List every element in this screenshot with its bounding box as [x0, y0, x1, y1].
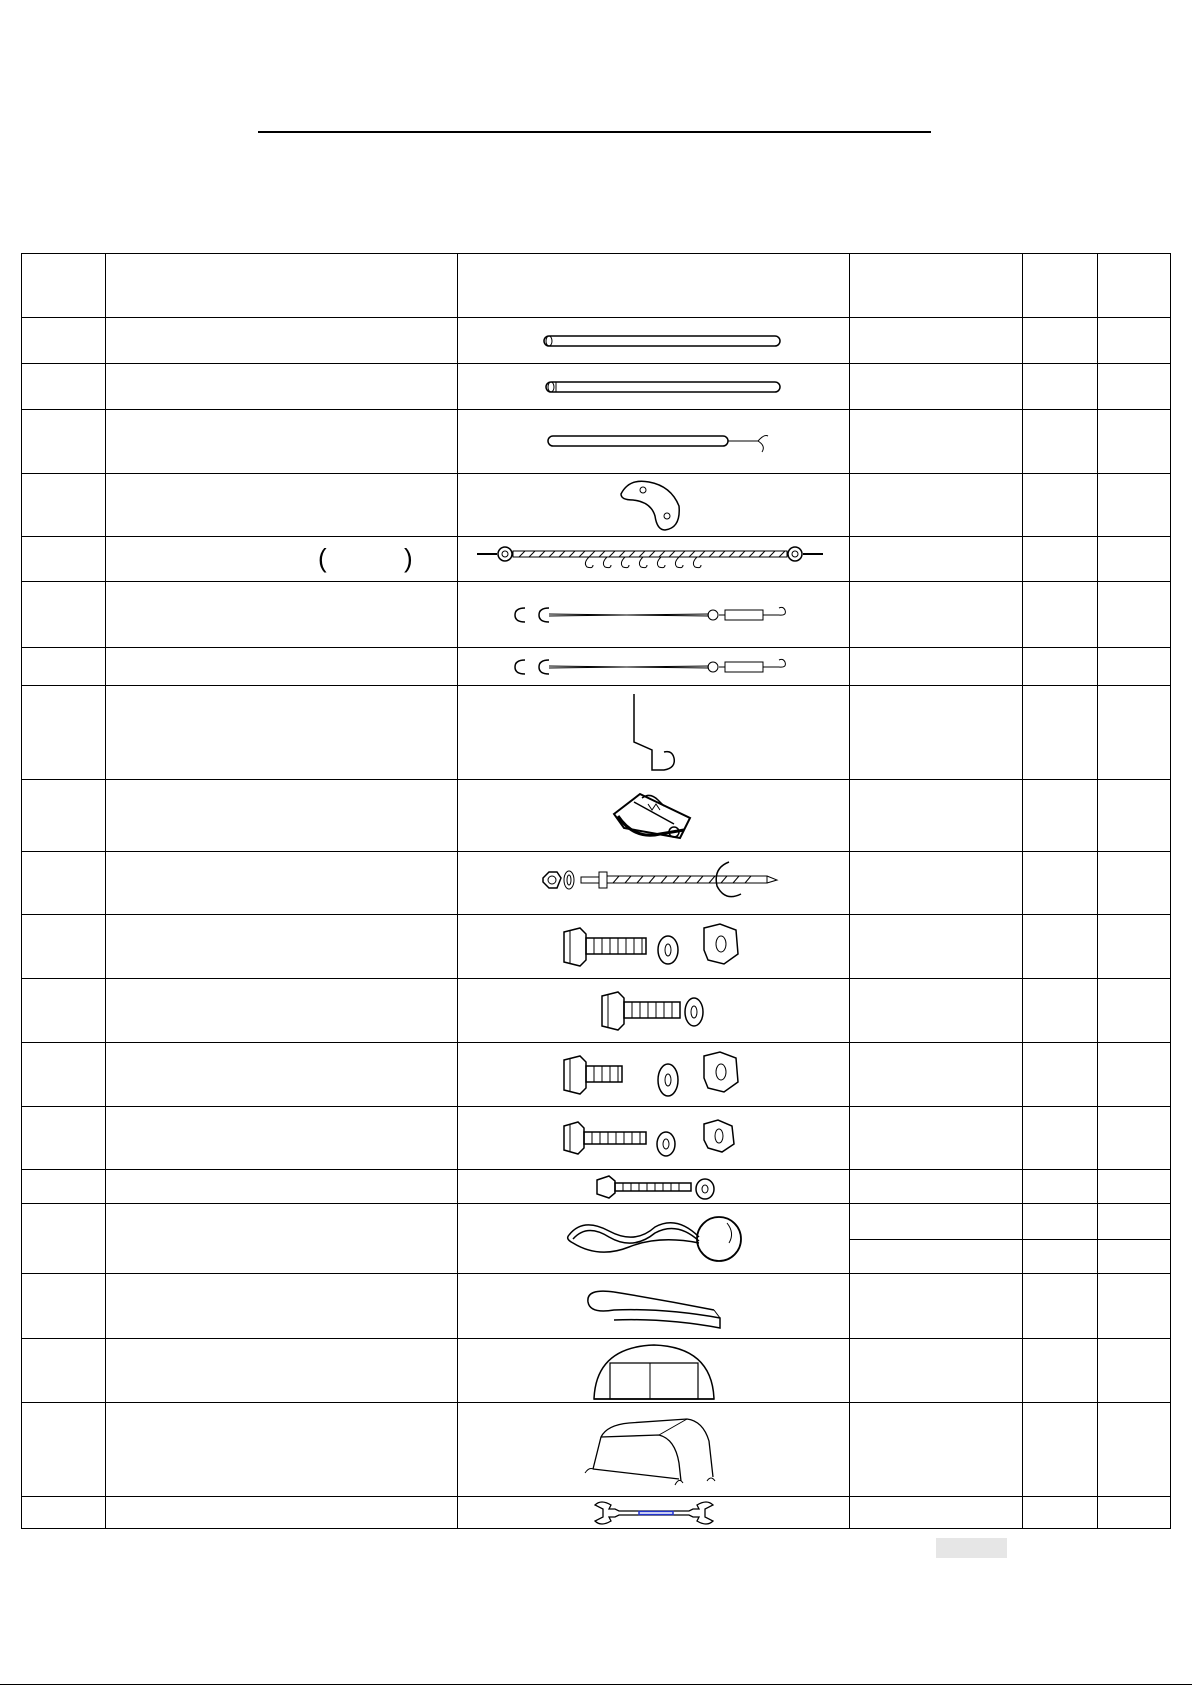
part-number — [22, 410, 106, 474]
bolt-washer-nut-icon — [554, 1114, 754, 1162]
turnbuckle-cable-icon — [509, 600, 799, 630]
part-check — [1098, 686, 1171, 780]
table-row — [22, 1403, 1171, 1497]
part-description — [106, 364, 458, 410]
part-check — [1098, 582, 1171, 648]
part-check — [1098, 1274, 1171, 1339]
part-code-alt — [850, 1240, 1022, 1274]
cable-with-hooks-icon — [469, 539, 839, 579]
table-row — [22, 1497, 1171, 1529]
part-code — [850, 582, 1023, 648]
bolt-washer-icon — [594, 984, 714, 1038]
part-number — [22, 318, 106, 364]
part-check — [1098, 1043, 1171, 1107]
table-row — [22, 474, 1171, 537]
part-description — [106, 1043, 458, 1107]
part-check — [1098, 1107, 1171, 1170]
part-number — [22, 364, 106, 410]
part-qty — [1023, 410, 1098, 474]
part-description — [106, 780, 458, 852]
part-check — [1098, 1204, 1170, 1240]
part-check — [1098, 474, 1171, 537]
part-qty-alt — [1023, 1240, 1097, 1274]
stake-hook-icon — [614, 690, 694, 776]
part-qty — [1023, 474, 1098, 537]
part-number — [22, 1170, 106, 1204]
part-number — [22, 1497, 106, 1529]
bolt-washer-icon — [589, 1172, 719, 1202]
part-description — [106, 474, 458, 537]
part-code — [850, 1339, 1023, 1403]
paren-close: ) — [404, 543, 413, 573]
table-row — [22, 852, 1171, 915]
part-check-alt — [1098, 1240, 1170, 1274]
turnbuckle-cable-icon — [509, 653, 799, 681]
part-qty — [1023, 1403, 1098, 1497]
part-code — [850, 915, 1023, 979]
header-picture — [458, 254, 850, 318]
part-qty — [1023, 648, 1098, 686]
part-code — [850, 1497, 1023, 1529]
part-qty — [1023, 979, 1098, 1043]
table-row — [22, 1339, 1171, 1403]
bolt-washer-nut-icon — [554, 920, 754, 974]
parts-table — [21, 253, 1171, 1529]
part-check — [1098, 410, 1171, 474]
part-description — [106, 915, 458, 979]
part-description — [106, 1204, 458, 1274]
part-number — [22, 780, 106, 852]
part-code — [850, 1274, 1023, 1339]
table-row — [22, 1274, 1171, 1339]
part-qty — [1023, 1497, 1098, 1529]
wrench-icon — [591, 1499, 717, 1527]
part-code — [850, 1107, 1023, 1170]
part-qty — [1023, 1339, 1098, 1403]
ratchet-icon — [604, 784, 704, 848]
part-code — [850, 474, 1023, 537]
part-qty — [1023, 1043, 1098, 1107]
part-number — [22, 648, 106, 686]
part-code — [850, 780, 1023, 852]
part-check — [1098, 1170, 1171, 1204]
table-row — [22, 686, 1171, 780]
part-number — [22, 537, 106, 582]
strap-icon — [574, 1280, 734, 1332]
part-qty — [1023, 686, 1098, 780]
part-number — [22, 1339, 106, 1403]
part-qty — [1023, 915, 1098, 979]
part-number — [22, 474, 106, 537]
part-check — [1098, 1339, 1171, 1403]
part-description — [106, 582, 458, 648]
header-check — [1098, 254, 1171, 318]
part-number — [22, 582, 106, 648]
part-description — [106, 648, 458, 686]
table-row — [22, 364, 1171, 410]
part-code — [850, 1170, 1023, 1204]
part-code — [850, 852, 1023, 915]
part-code — [850, 318, 1023, 364]
part-code — [850, 410, 1023, 474]
part-code — [850, 364, 1023, 410]
table-row — [22, 318, 1171, 364]
table-row — [22, 780, 1171, 852]
table-header-row — [22, 254, 1171, 318]
part-code — [850, 537, 1023, 582]
table-row — [22, 648, 1171, 686]
part-code — [850, 1204, 1022, 1240]
part-qty — [1023, 852, 1098, 915]
table-row — [22, 1043, 1171, 1107]
part-qty — [1023, 1107, 1098, 1170]
part-number — [22, 1107, 106, 1170]
header-code — [850, 254, 1023, 318]
part-qty — [1023, 1204, 1097, 1240]
part-qty — [1023, 1274, 1098, 1339]
part-description — [106, 410, 458, 474]
part-description — [106, 1274, 458, 1339]
part-check — [1098, 364, 1171, 410]
part-code — [850, 1403, 1023, 1497]
table-row — [22, 582, 1171, 648]
part-check — [1098, 537, 1171, 582]
part-description — [106, 1497, 458, 1529]
auger-anchor-icon — [529, 858, 779, 908]
part-qty — [1023, 364, 1098, 410]
table-row — [22, 410, 1171, 474]
part-qty — [1023, 582, 1098, 648]
part-code — [850, 979, 1023, 1043]
part-description — [106, 1403, 458, 1497]
part-description — [106, 1107, 458, 1170]
paren-open: ( — [318, 543, 327, 573]
header-no — [22, 254, 106, 318]
table-row — [22, 979, 1171, 1043]
swaged-tube-icon — [524, 372, 784, 402]
cover-icon — [579, 1411, 729, 1489]
part-qty — [1023, 537, 1098, 582]
part-number — [22, 686, 106, 780]
part-description — [106, 318, 458, 364]
part-check — [1098, 1497, 1171, 1529]
straight-tube-icon — [524, 326, 784, 356]
tube-with-hook-icon — [524, 422, 784, 462]
part-number — [22, 1403, 106, 1497]
part-qty — [1023, 318, 1098, 364]
table-row — [22, 1107, 1171, 1170]
part-check — [1098, 780, 1171, 852]
part-number — [22, 1204, 106, 1274]
part-number — [22, 852, 106, 915]
table-row — [22, 1204, 1171, 1274]
part-number — [22, 915, 106, 979]
title-underline — [258, 131, 931, 133]
part-description — [106, 686, 458, 780]
ball-bungee-icon — [559, 1209, 749, 1269]
header-description — [106, 254, 458, 318]
part-check — [1098, 852, 1171, 915]
part-description — [106, 1170, 458, 1204]
page-number-badge — [936, 1538, 1007, 1558]
end-panel-icon — [584, 1341, 724, 1401]
part-code — [850, 648, 1023, 686]
part-description — [106, 852, 458, 915]
crescent-plate-icon — [609, 476, 699, 534]
part-check — [1098, 979, 1171, 1043]
table-row — [22, 537, 1171, 582]
part-qty — [1023, 780, 1098, 852]
part-number — [22, 979, 106, 1043]
part-code — [850, 686, 1023, 780]
header-qty — [1023, 254, 1098, 318]
part-number — [22, 1274, 106, 1339]
bolt-washer-nut-icon — [554, 1048, 754, 1102]
part-check — [1098, 915, 1171, 979]
table-row — [22, 915, 1171, 979]
part-number — [22, 1043, 106, 1107]
part-description — [106, 979, 458, 1043]
table-row — [22, 1170, 1171, 1204]
part-qty — [1023, 1170, 1098, 1204]
part-check — [1098, 318, 1171, 364]
part-description — [106, 1339, 458, 1403]
part-code — [850, 1043, 1023, 1107]
part-check — [1098, 648, 1171, 686]
part-check — [1098, 1403, 1171, 1497]
